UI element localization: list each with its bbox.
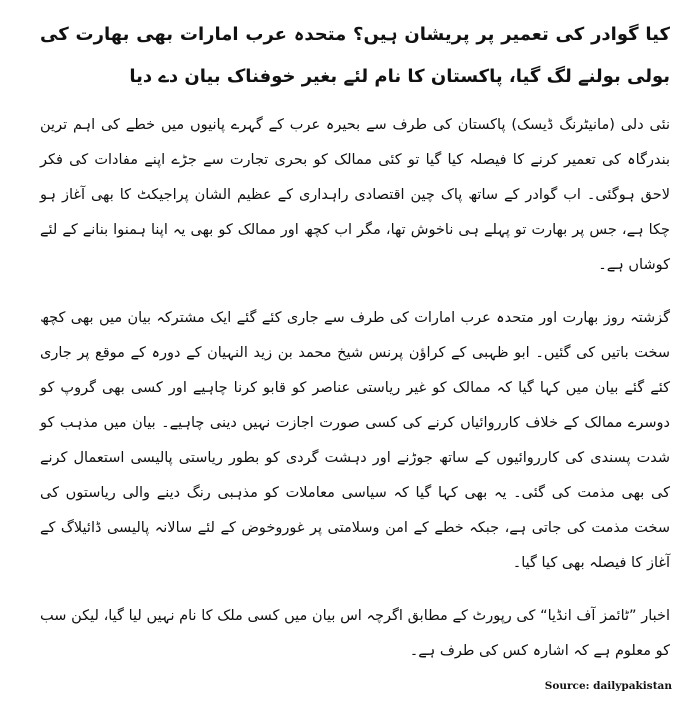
headline: کیا گوادر کی تعمیر پر پریشان ہیں؟ متحدہ عرب امارات بھی بھارت کی بولی بولنے لگ گیا، پاکستان کا نام لئے بغیر خوفناک بیان دے دیا [40,24,670,87]
source-credit: Source: dailypakistan [544,680,672,692]
paragraph-statement: گزشتہ روز بھارت اور متحدہ عرب امارات کی طرف سے جاری کئے گئے ایک مشترکہ بیان میں بھی کچھ سخت باتیں کی گئیں۔ ابو ظہبی کے کراؤن پرنس شیخ محمد بن زید النہیان کے دورہ کے موقع پر جاری کئے گئے بیان میں کہا گیا کہ ممالک کو غیر ریاستی عناصر کو قابو کرنا چاہیے اور کسی بھی گروپ کو دوسرے ممالک کے خلاف کارروائیاں کرنے کی کسی صورت اجازت نہیں دینی چاہیے۔ بیان میں مذہب کو شدت پسندی کی کارروائیوں کے ساتھ جوڑنے اور دہشت گردی کو بطور ریاستی پالیسی استعمال کرنے کی بھی مذمت کی گئی۔ یہ بھی کہا گیا کہ سیاسی معاملات کو مذہبی رنگ دینے والی ریاستوں کی سخت مذمت کی جاتی ہے، جبکہ خطے کے امن وسلامتی پر غوروخوض کے لئے سالانہ پالیسی ڈائیلاگ کے آغاز کا فیصلہ بھی کیا گیا۔ [40,310,670,571]
paragraph-intro: نئی دلی (مانیٹرنگ ڈیسک) پاکستان کی طرف سے بحیرہ عرب کے گہرے پانیوں میں خطے کی اہم ترین بندرگاہ کی تعمیر کرنے کا فیصلہ کیا گیا تو کئی ممالک کو بحری تجارت سے جڑے اپنے مفادات کی فکر لاحق ہوگئی۔ اب گوادر کے ساتھ پاک چین اقتصادی راہداری کے عظیم الشان پراجیکٹ کا بھی آغاز ہو چکا ہے، جس پر بھارت تو پہلے ہی ناخوش تھا، مگر اب کچھ اور ممالک کو بھی یہ اپنا ہمنوا بنانے کے لئے کوشاں ہے۔ [40,117,670,273]
paragraph-report: اخبار ”ٹائمز آف انڈیا“ کی رپورٹ کے مطابق اگرچہ اس بیان میں کسی ملک کا نام نہیں لیا گیا، لیکن سب کو معلوم ہے کہ اشارہ کس کی طرف ہے۔ [40,608,670,659]
article [40,14,670,669]
